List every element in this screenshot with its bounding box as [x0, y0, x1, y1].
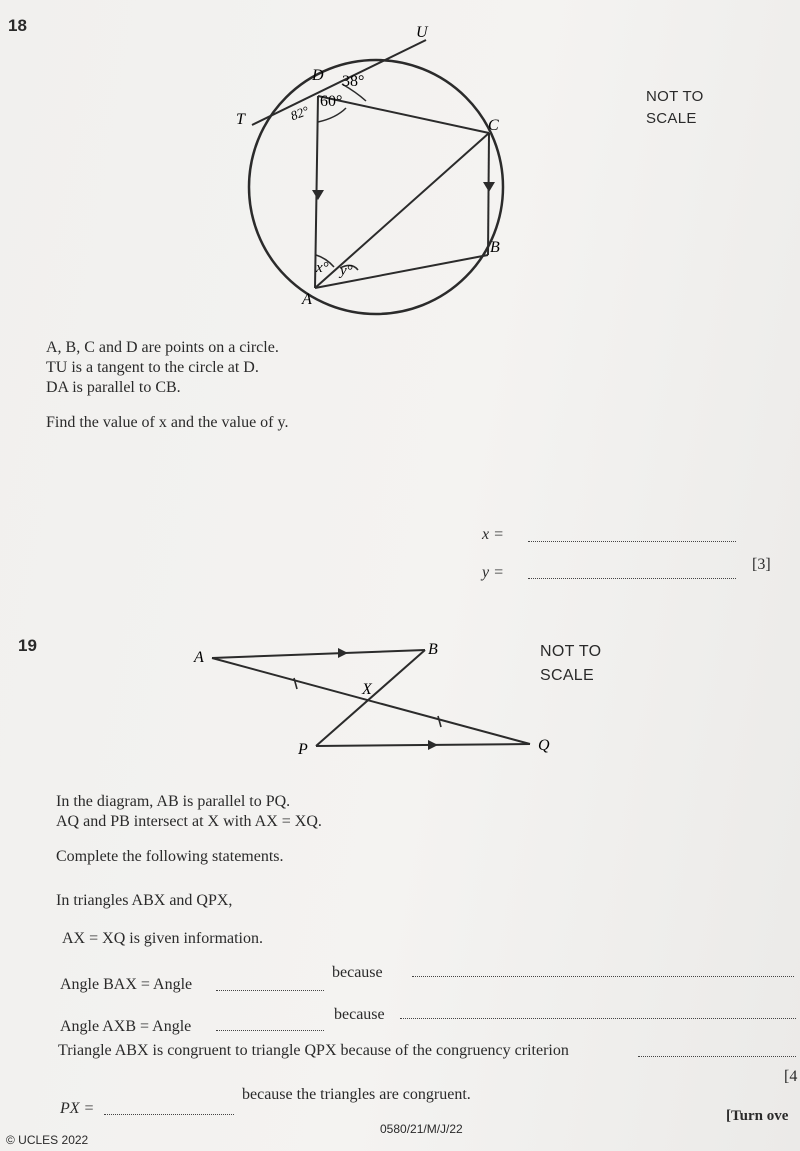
label-B-19: B	[428, 641, 438, 658]
angle-60: 60°	[320, 93, 343, 110]
line-AB	[212, 650, 425, 658]
angle-x: x°	[316, 260, 329, 276]
statement2-start: Angle AXB = Angle	[60, 1018, 192, 1035]
y-answer-label: y =	[482, 564, 504, 581]
label-A: A	[302, 291, 312, 308]
q18-line1: A, B, C and D are points on a circle.	[46, 339, 279, 356]
line-PB	[316, 650, 425, 746]
arrow-CB	[483, 182, 495, 192]
circle-diagram	[0, 0, 800, 330]
label-B: B	[490, 239, 500, 256]
label-D: D	[312, 67, 324, 84]
statement2-angle-field[interactable]	[216, 1030, 324, 1031]
label-X: X	[362, 681, 372, 698]
statement4-rest: because the triangles are congruent.	[242, 1086, 471, 1103]
q19-marks: [4	[784, 1068, 798, 1085]
q18-line2: TU is a tangent to the circle at D.	[46, 359, 259, 376]
statement3: Triangle ABX is congruent to triangle QPX because of the congruency criterion	[58, 1042, 569, 1059]
q18-marks: [3]	[752, 556, 771, 573]
label-C: C	[488, 117, 499, 134]
statement1-start: Angle BAX = Angle	[60, 976, 193, 993]
question-number-19: 19	[18, 636, 37, 655]
arrow-DA	[312, 190, 324, 200]
footer-copyright: © UCLES 2022	[6, 1133, 89, 1147]
label-A-19: A	[194, 649, 204, 666]
chord-DC	[318, 96, 489, 133]
q19-line4: In triangles ABX and QPX,	[56, 892, 233, 909]
label-T: T	[236, 111, 245, 128]
statement3-criterion-field[interactable]	[638, 1056, 796, 1057]
q18-text	[46, 338, 279, 398]
q19-line1: In the diagram, AB is parallel to PQ.	[56, 793, 291, 810]
x-answer-field[interactable]	[528, 541, 736, 542]
arrow-AB	[338, 648, 348, 658]
statement1-reason-field[interactable]	[412, 976, 794, 977]
footer-turn-over: [Turn ove	[726, 1108, 789, 1124]
footer-code: 0580/21/M/J/22	[380, 1122, 463, 1136]
statement4-px-field[interactable]	[104, 1114, 234, 1115]
y-answer-field[interactable]	[528, 578, 736, 579]
q18-task: Find the value of x and the value of y.	[46, 414, 289, 431]
statement1-angle-field[interactable]	[216, 990, 324, 991]
q19-line3: Complete the following statements.	[56, 848, 284, 865]
q19-line5: AX = XQ is given information.	[62, 930, 263, 947]
not-to-scale-19: NOT TO SCALE	[540, 643, 602, 684]
line-AQ	[212, 658, 530, 744]
angle-38: 38°	[342, 73, 365, 90]
angle-82-handwritten: 82°	[288, 102, 311, 124]
arrow-PQ	[428, 740, 438, 750]
question-number-18: 18	[8, 16, 27, 35]
congruent-triangles-diagram	[0, 630, 800, 770]
angle-y: y°	[340, 263, 353, 279]
angle-arc-60	[318, 108, 346, 122]
label-U: U	[416, 24, 428, 41]
x-answer-label: x =	[482, 526, 504, 543]
chord-CB	[488, 133, 489, 255]
statement4-px: PX =	[60, 1100, 95, 1117]
tangent-line-TU	[252, 40, 426, 125]
q18-line3: DA is parallel to CB.	[46, 379, 181, 396]
statement1-because: because	[332, 964, 383, 981]
tick-XQ	[438, 716, 441, 727]
statement2-reason-field[interactable]	[400, 1018, 796, 1019]
statement2-because: because	[334, 1006, 385, 1023]
label-P: P	[298, 741, 308, 758]
label-Q: Q	[538, 737, 550, 754]
q19-intro	[56, 792, 322, 832]
line-PQ	[316, 744, 530, 746]
not-to-scale-18: NOT TO SCALE	[646, 88, 704, 127]
q19-line2: AQ and PB intersect at X with AX = XQ.	[56, 813, 322, 830]
